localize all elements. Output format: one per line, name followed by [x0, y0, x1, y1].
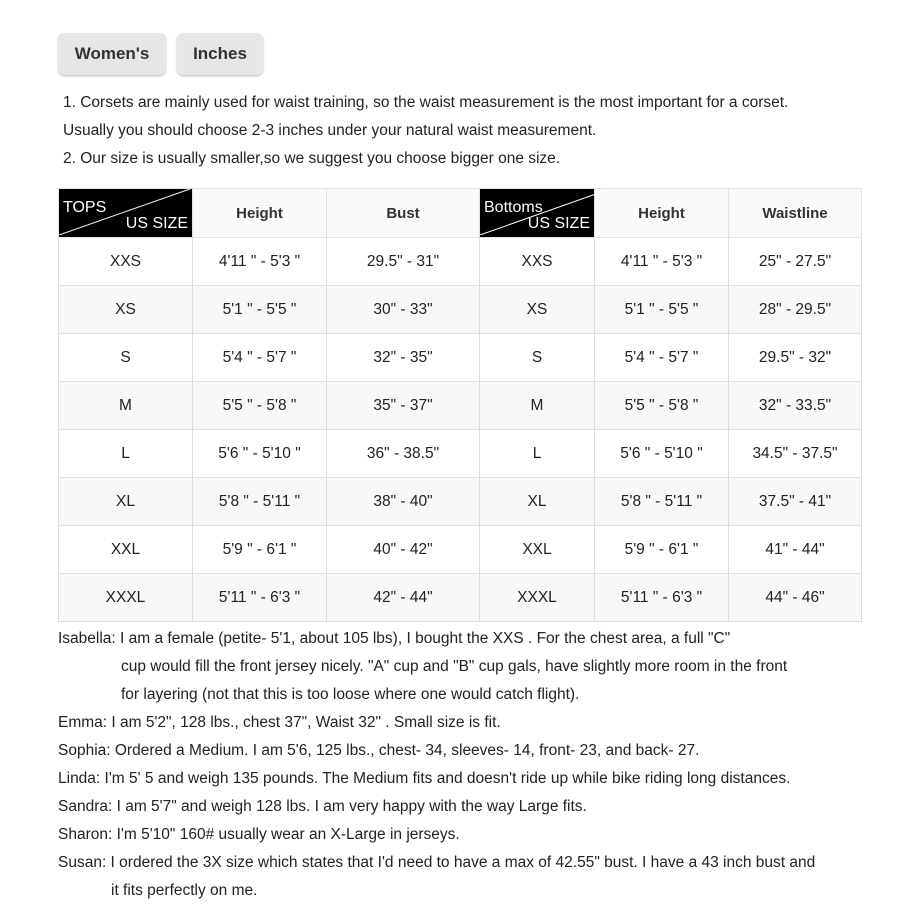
review-line: Linda: I'm 5' 5 and weigh 135 pounds. The Medium fits and doesn't ride up while bike riding long distances. — [58, 770, 791, 787]
bottoms-waistline: 28" - 29.5" — [729, 286, 862, 334]
tops-bust-header: Bust — [327, 189, 480, 238]
bottoms-size: S — [480, 334, 595, 382]
tops-height: 4'11 " - 5'3 " — [193, 238, 327, 286]
tops-bust: 40" - 42" — [327, 526, 480, 574]
tops-size: S — [59, 334, 193, 382]
tops-height-header: Height — [193, 189, 327, 238]
review-line: Emma: I am 5'2", 128 lbs., chest 37", Waist 32" . Small size is fit. — [58, 714, 501, 731]
table-row — [59, 574, 862, 622]
table-row — [59, 286, 862, 334]
bottoms-waistline: 44" - 46" — [729, 574, 862, 622]
tops-bust: 35" - 37" — [327, 382, 480, 430]
tops-bust: 36" - 38.5" — [327, 430, 480, 478]
tops-size: L — [59, 430, 193, 478]
tops-size: XXS — [59, 238, 193, 286]
bottoms-height: 5'6 " - 5'10 " — [595, 430, 729, 478]
note-1-cont: Usually you should choose 2-3 inches under your natural waist measurement. — [63, 122, 597, 139]
bottoms-height: 4'11 " - 5'3 " — [595, 238, 729, 286]
tops-height: 5'5 " - 5'8 " — [193, 382, 327, 430]
review-line: Isabella: I am a female (petite- 5'1, about 105 lbs), I bought the XXS . For the chest area, a full "C" — [58, 630, 731, 647]
tops-bust: 38" - 40" — [327, 478, 480, 526]
bottoms-waistline: 37.5" - 41" — [729, 478, 862, 526]
tops-size: XL — [59, 478, 193, 526]
table-row — [59, 430, 862, 478]
review-line: Sophia: Ordered a Medium. I am 5'6, 125 lbs., chest- 34, sleeves- 14, front- 23, and back- 27. — [58, 742, 700, 759]
bottoms-size: M — [480, 382, 595, 430]
bottoms-waistline: 25" - 27.5" — [729, 238, 862, 286]
bottoms-height-header: Height — [595, 189, 729, 238]
bottoms-height: 5'4 " - 5'7 " — [595, 334, 729, 382]
tops-bust: 32" - 35" — [327, 334, 480, 382]
tops-height: 5'9 " - 6'1 " — [193, 526, 327, 574]
bottoms-height: 5'1 " - 5'5 " — [595, 286, 729, 334]
review-line: Sharon: I'm 5'10" 160# usually wear an X-Large in jerseys. — [58, 826, 460, 843]
tops-height: 5'4 " - 5'7 " — [193, 334, 327, 382]
review-line: for layering (not that this is too loose where one would catch flight). — [121, 686, 580, 703]
size-table — [58, 188, 862, 622]
review-line: it fits perfectly on me. — [111, 882, 258, 899]
tab-womens[interactable]: Women's — [58, 33, 166, 75]
bottoms-waistline: 34.5" - 37.5" — [729, 430, 862, 478]
tops-bust: 42" - 44" — [327, 574, 480, 622]
table-row — [59, 334, 862, 382]
bottoms-size: XXXL — [480, 574, 595, 622]
tops-bust: 30" - 33" — [327, 286, 480, 334]
tops-size: M — [59, 382, 193, 430]
corner-size-label: US SIZE — [125, 215, 188, 232]
bottoms-size: XS — [480, 286, 595, 334]
bottoms-waistline: 32" - 33.5" — [729, 382, 862, 430]
bottoms-height: 5'9 " - 6'1 " — [595, 526, 729, 574]
table-row — [59, 526, 862, 574]
table-row — [59, 478, 862, 526]
tops-size: XS — [59, 286, 193, 334]
tops-size: XXXL — [59, 574, 193, 622]
bottoms-height: 5'11 " - 6'3 " — [595, 574, 729, 622]
bottoms-size: XXS — [480, 238, 595, 286]
table-row — [59, 382, 862, 430]
bottoms-size: XXL — [480, 526, 595, 574]
bottoms-size-corner — [480, 189, 595, 238]
table-row — [59, 238, 862, 286]
tops-height: 5'11 " - 6'3 " — [193, 574, 327, 622]
note-2: 2. Our size is usually smaller,so we suggest you choose bigger one size. — [63, 150, 561, 167]
corner-category: Bottoms — [484, 199, 543, 216]
tops-height: 5'8 " - 5'11 " — [193, 478, 327, 526]
review-line: Susan: I ordered the 3X size which states that I'd need to have a max of 42.55" bust. I have a 43 inch bust and — [58, 854, 816, 871]
bottoms-height: 5'5 " - 5'8 " — [595, 382, 729, 430]
bottoms-waistline: 29.5" - 32" — [729, 334, 862, 382]
bottoms-size: L — [480, 430, 595, 478]
tops-bust: 29.5" - 31" — [327, 238, 480, 286]
note-1: 1. Corsets are mainly used for waist training, so the waist measurement is the most important for a corset. — [63, 94, 789, 111]
tops-size-corner — [59, 189, 193, 238]
review-line: Sandra: I am 5'7" and weigh 128 lbs. I am very happy with the way Large fits. — [58, 798, 587, 815]
tab-inches[interactable]: Inches — [177, 33, 263, 75]
corner-size-label: US SIZE — [527, 215, 590, 232]
tops-height: 5'1 " - 5'5 " — [193, 286, 327, 334]
tops-size: XXL — [59, 526, 193, 574]
bottoms-waistline-header: Waistline — [729, 189, 862, 238]
bottoms-height: 5'8 " - 5'11 " — [595, 478, 729, 526]
tops-height: 5'6 " - 5'10 " — [193, 430, 327, 478]
bottoms-waistline: 41" - 44" — [729, 526, 862, 574]
bottoms-size: XL — [480, 478, 595, 526]
corner-category: TOPS — [63, 199, 107, 216]
review-line: cup would fill the front jersey nicely. "A" cup and "B" cup gals, have slightly more room in the front — [121, 658, 788, 675]
